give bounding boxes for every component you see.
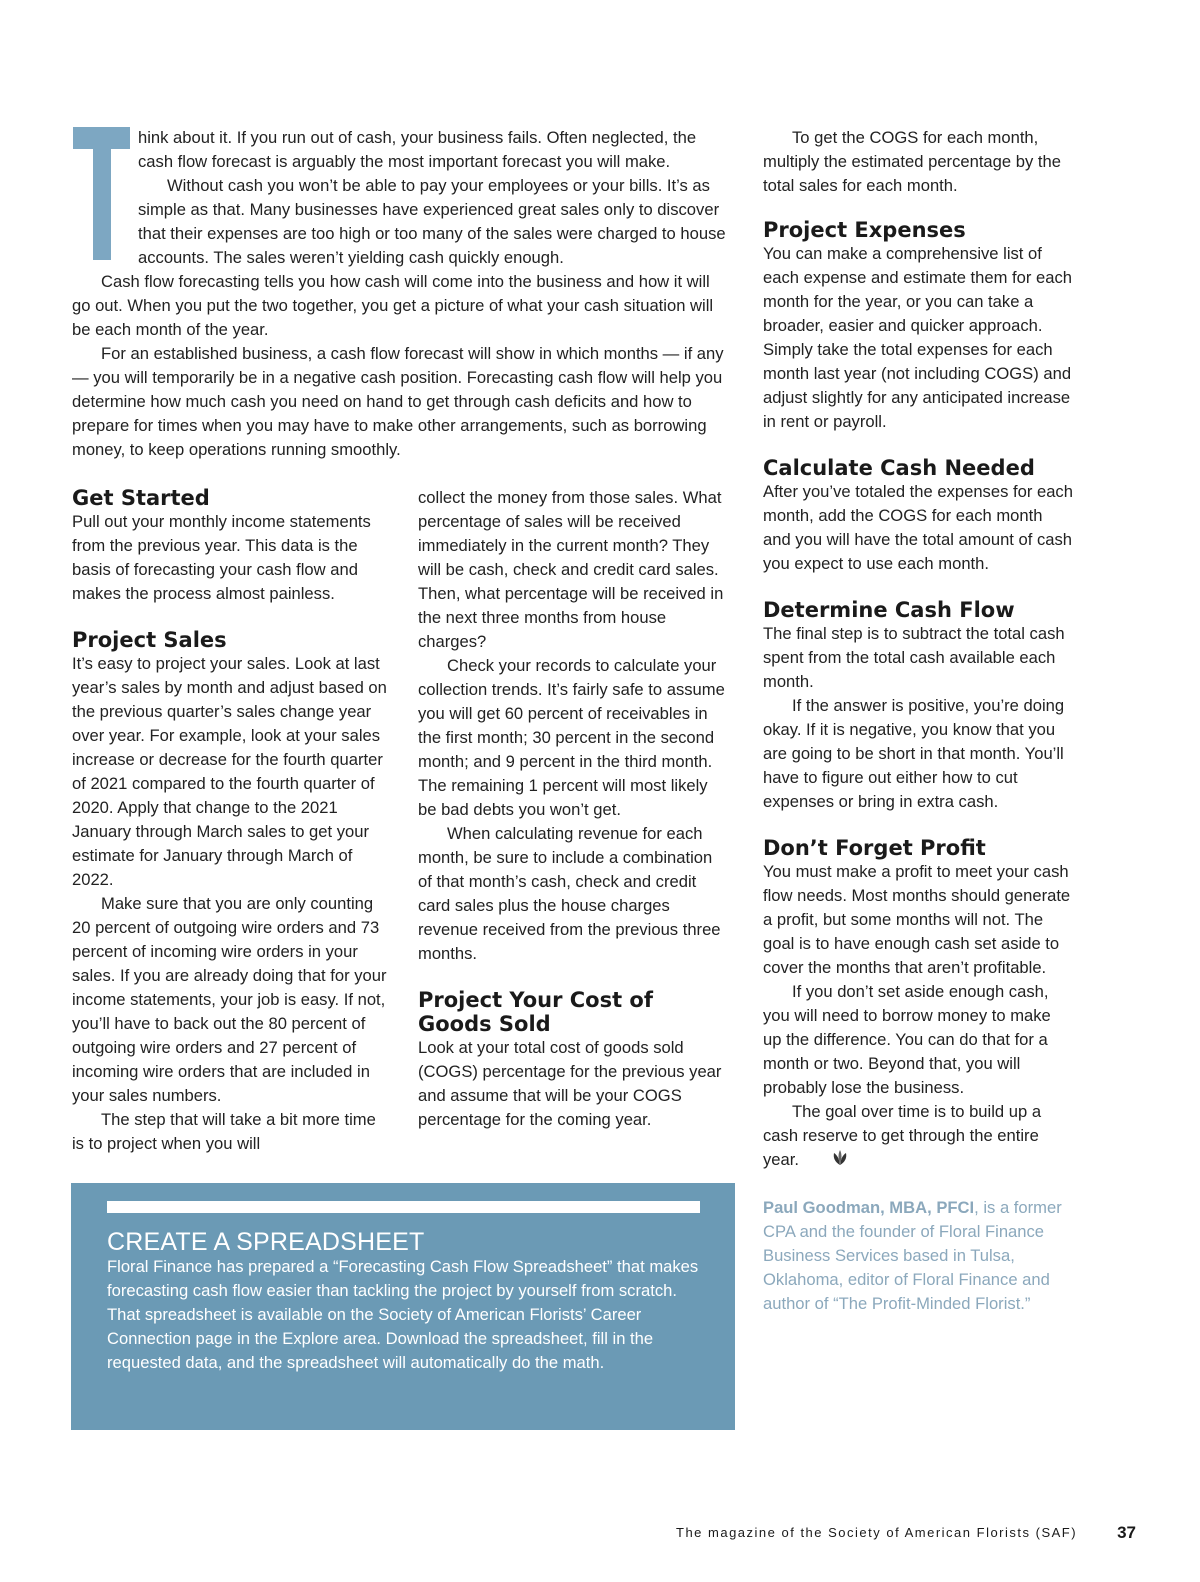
cogs-paragraph-2: To get the COGS for each month, multiply the estimated percentage by the total sales for each month. [763, 128, 1061, 195]
profit-paragraph-3 [763, 1100, 1073, 1174]
spreadsheet-sidebar [71, 1183, 735, 1430]
sidebar-title: CREATE A SPREADSHEET [107, 1228, 425, 1256]
collection-paragraph-2: Check your records to calculate your collection trends. It’s fairly safe to assume you will get 60 percent of receivables in the first month; 30 percent in the second month; and 9 percent in the third month. The remaining 1 percent will most likely be bad debts you won’t get. [418, 656, 725, 819]
column-right [763, 126, 1073, 1316]
cash-flow-paragraph-1: The final step is to subtract the total cash spent from the total cash available each month. [763, 624, 1065, 691]
page-number: 37 [1117, 1523, 1136, 1542]
dropcap-t-icon [73, 127, 130, 260]
intro-text [72, 126, 732, 462]
collection-paragraph-3: When calculating revenue for each month, be sure to include a combination of that month’s cash, check and credit card sales plus the house charges revenue received from the previous three months. [418, 824, 721, 963]
heading-project-cogs: Project Your Cost of Goods Sold [418, 988, 653, 1036]
intro-paragraph-4: For an established business, a cash flow forecast will show in which months — if any — you will temporarily be in a negative cash position. Forecasting cash flow will help you determine how much cash you need on hand to get through cash deficits and how to prepare for times when you may have to make other arrangements, such as borrowing money, to keep operations running smoothly. [72, 344, 724, 459]
cash-flow-paragraph-2: If the answer is positive, you’re doing okay. If it is negative, you know that you are going to be short in that month. You’ll have to figure out either how to cut expenses or bring in extra cash. [763, 696, 1065, 811]
author-name: Paul Goodman, MBA, PFCI [763, 1198, 975, 1217]
cogs-paragraph-1: Look at your total cost of goods sold (COGS) percentage for the previous year and assume that will be your COGS percentage for the coming year. [418, 1038, 722, 1129]
intro-paragraph-2: Without cash you won’t be able to pay your employees or your bills. It’s as simple as that. Many businesses have experienced great sales only to discover that their expenses are too high or too many of the sales were charged to house accounts. The sales weren’t yielding cash quickly enough. [138, 176, 726, 267]
heading-calculate-cash-needed: Calculate Cash Needed [763, 456, 1035, 480]
author-bio-text: , is a former CPA and the founder of Floral Finance Business Services based in Tulsa, Oklahoma, editor of Floral Finance and author of “The Profit-Minded Florist.” [763, 1198, 1062, 1313]
intro-paragraph-1: hink about it. If you run out of cash, your business fails. Often neglected, the cash flow forecast is arguably the most important forecast you will make. [138, 128, 697, 171]
column-left [72, 486, 392, 1156]
get-started-paragraph: Pull out your monthly income statements from the previous year. This data is the basis of forecasting your cash flow and makes the process almost painless. [72, 512, 371, 603]
heading-project-expenses: Project Expenses [763, 218, 966, 242]
heading-project-sales: Project Sales [72, 628, 227, 652]
project-sales-paragraph-1: It’s easy to project your sales. Look at last year’s sales by month and adjust based on the previous quarter’s sales change year over year. For example, look at your sales increase or decrease for the fourth quarter of 2021 compared to the fourth quarter of 2020. Apply that change to the 2021 January through March sales to get your estimate for January through March of 2022. [72, 654, 387, 889]
saf-flower-logo-icon [802, 1149, 849, 1174]
profit-paragraph-3-text: The goal over time is to build up a cash reserve to get through the entire year. [763, 1102, 1042, 1169]
profit-paragraph-1: You must make a profit to meet your cash flow needs. Most months should generate a profit, but some months will not. The goal is to have enough cash set aside to cover the months that aren’t profitable. [763, 862, 1071, 977]
heading-get-started: Get Started [72, 486, 210, 510]
profit-paragraph-2: If you don’t set aside enough cash, you will need to borrow money to make up the difference. You can do that for a month or two. Beyond that, you will probably lose the business. [763, 982, 1051, 1097]
page-footer [676, 1521, 1136, 1545]
collection-paragraph-1: collect the money from those sales. What percentage of sales will be received immediately in the current month? They will be cash, check and credit card sales. Then, what percentage will be received in the next three months from house charges? [418, 488, 724, 651]
expenses-paragraph: You can make a comprehensive list of each expense and estimate them for each month for the year, or you can take a broader, easier and quicker approach. Simply take the total expenses for each month last year (not including COGS) and adjust slightly for any anticipated increase in rent or payroll. [763, 244, 1073, 431]
cash-needed-paragraph: After you’ve totaled the expenses for each month, add the COGS for each month and you will have the total amount of cash you expect to use each month. [763, 482, 1073, 573]
author-bio [763, 1196, 1073, 1316]
magazine-credit: The magazine of the Society of American Florists (SAF) [676, 1525, 1078, 1540]
sidebar-rule [107, 1201, 700, 1213]
sidebar-body: Floral Finance has prepared a “Forecasting Cash Flow Spreadsheet” that makes forecasting cash flow easier than tackling the project by yourself from scratch. That spreadsheet is available on the Society of American Florists’ Career Connection page in the Explore area. Download the spreadsheet, fill in the requested data, and the spreadsheet will automatically do the math. [107, 1257, 699, 1372]
heading-determine-cash-flow: Determine Cash Flow [763, 598, 1015, 622]
column-middle [418, 486, 728, 1132]
intro-paragraph-3: Cash flow forecasting tells you how cash will come into the business and how it will go out. When you put the two together, you get a picture of what your cash situation will be each month of the year. [72, 272, 714, 339]
project-sales-paragraph-3: The step that will take a bit more time is to project when you will [72, 1110, 376, 1153]
project-sales-paragraph-2: Make sure that you are only counting 20 percent of outgoing wire orders and 73 percent of incoming wire orders in your sales. If you are already doing that for your income statements, your job is easy. If not, you’ll have to back out the 80 percent of outgoing wire orders and 27 percent of incoming wire orders that are included in your sales numbers. [72, 894, 387, 1105]
heading-dont-forget-profit: Don’t Forget Profit [763, 836, 986, 860]
